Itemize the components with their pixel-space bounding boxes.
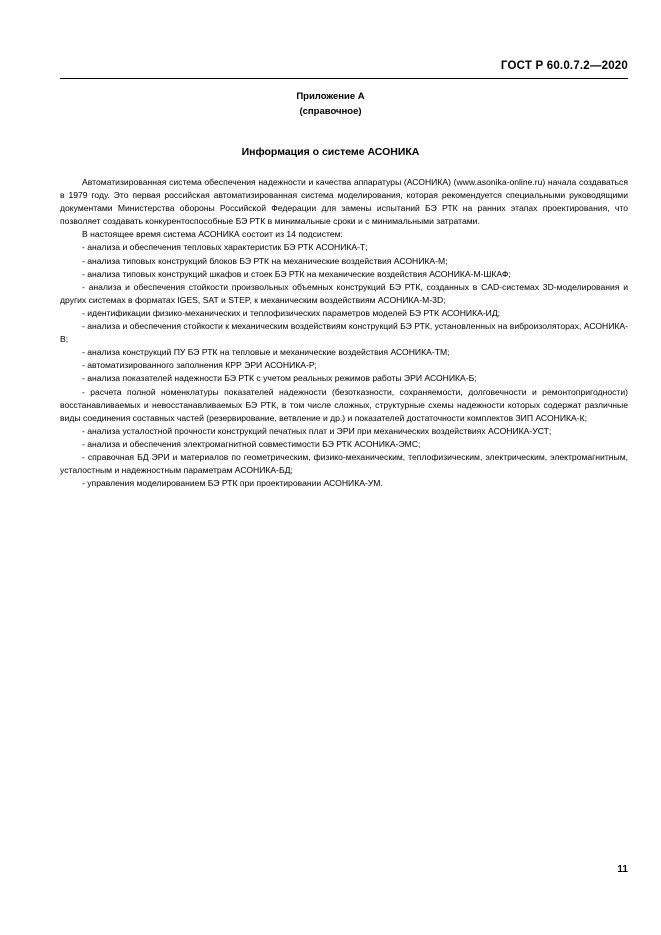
paragraph: В настоящее время система АСОНИКА состоит из 14 подсистем: bbox=[82, 229, 343, 240]
annex-label: Приложение А bbox=[296, 91, 365, 102]
list-item: - анализа конструкций ПУ БЭ РТК на тепловые и механические воздействия АСОНИКА-ТМ; bbox=[82, 347, 450, 358]
paragraph: Автоматизированная система обеспечения надежности и качества аппаратуры (АСОНИКА) (www.asonika-online.ru) начала создаваться в 1979 году. Это первая российская автоматизированная система моделирования, которая рекомендуется специальными руководящими документами Министерства обороны Российской Федерации для замены испытаний БЭ РТК на ранних этапах проектирования, что позволяет создавать конкурентоспособные БЭ РТК в минимальные сроки и с минимальными затратами. bbox=[60, 177, 628, 227]
list-item: - анализа и обеспечения тепловых характеристик БЭ РТК АСОНИКА-Т; bbox=[82, 242, 368, 253]
list-item: - анализа и обеспечения стойкости произвольных объемных конструкций БЭ РТК, созданных в CAD-системах 3D-моделирования и других системах в форматах IGES, SAT и STEP, к механическим воздействиям АСОНИКА-М-3D; bbox=[60, 281, 628, 305]
list-item: - анализа типовых конструкций шкафов и стоек БЭ РТК на механические воздействия АСОНИКА-М-ШКАФ; bbox=[82, 268, 511, 279]
list-item: - анализа показателей надежности БЭ РТК с учетом реальных режимов работы ЭРИ АСОНИКА-Б; bbox=[82, 373, 477, 384]
list-item: - анализа усталостной прочности конструкций печатных плат и ЭРИ при механических воздействиях АСОНИКА-УСТ; bbox=[82, 425, 552, 436]
header-divider bbox=[60, 78, 628, 79]
body-content bbox=[60, 176, 628, 490]
list-item: - анализа типовых конструкций блоков БЭ РТК на механические воздействия АСОНИКА-М; bbox=[82, 255, 448, 266]
page-number: 11 bbox=[617, 864, 628, 875]
annex-heading bbox=[0, 89, 661, 119]
list-item: - анализа и обеспечения электромагнитной совместимости БЭ РТК АСОНИКА-ЭМС; bbox=[82, 438, 421, 449]
list-item: - идентификации физико-механических и теплофизических параметров моделей БЭ РТК АСОНИКА-ИД; bbox=[82, 307, 501, 318]
list-item: - анализа и обеспечения стойкости к механическим воздействиям конструкций БЭ РТК, установленных на виброизоляторах, АСОНИКА-В; bbox=[60, 321, 628, 345]
list-item: - справочная БД ЭРИ и материалов по геометрическим, физико-механическим, теплофизическим, электрическим, электромагнитным, усталостным и надежностным параметрам АСОНИКА-БД; bbox=[60, 451, 628, 476]
header-standard-ref: ГОСТ Р 60.0.7.2—2020 bbox=[500, 60, 628, 72]
list-item: - автоматизированного заполнения КРР ЭРИ АСОНИКА-Р; bbox=[82, 360, 317, 371]
list-item: - управления моделированием БЭ РТК при проектировании АСОНИКА-УМ. bbox=[82, 478, 383, 489]
page-title: Информация о системе АСОНИКА bbox=[241, 146, 420, 158]
list-item: - расчета полной номенклатуры показателей надежности (безотказности, сохраняемости, долговечности и ремонтопригодности) восстанавливаемых и невосстанавливаемых БЭ РТК, в том числе сложных, структурные схемы надежности которых содержат различные виды соединения составных частей (резервирование, ветвление и др.) и показателей достаточности комплектов ЗИП АСОНИКА-К; bbox=[60, 386, 628, 423]
annex-sublabel: (справочное) bbox=[299, 106, 362, 117]
